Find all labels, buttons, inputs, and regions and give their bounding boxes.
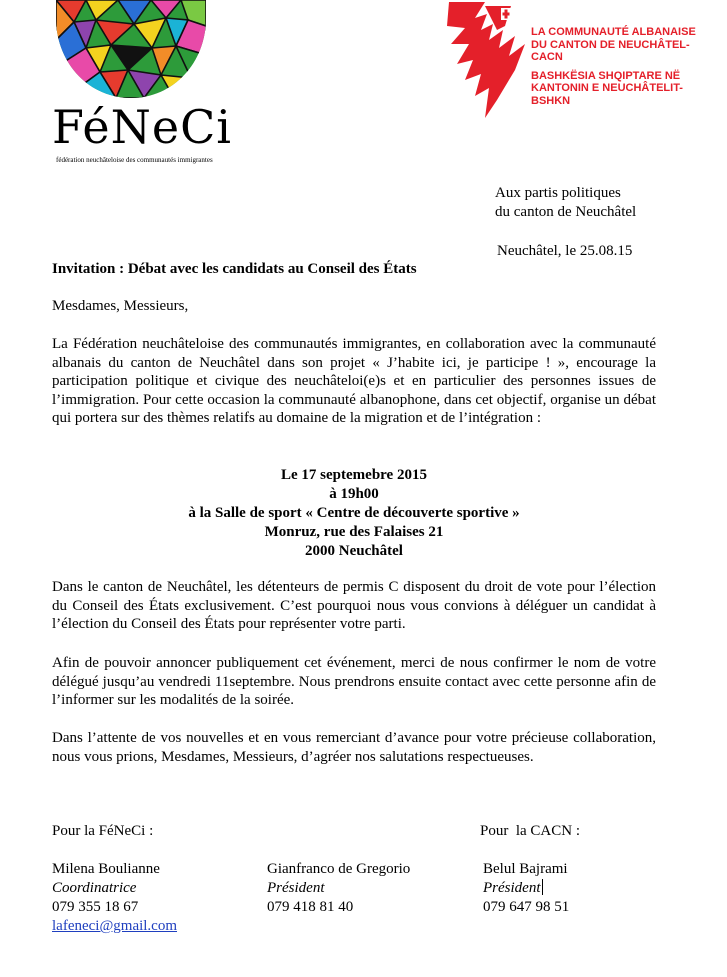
cacn-line-2: DU CANTON DE NEUCHÂTEL- CACN <box>531 38 690 63</box>
signatory-role-text: Président <box>483 880 541 896</box>
email-link[interactable]: lafeneci@gmail.com <box>52 918 178 934</box>
event-date: Le 17 septemebre 2015 <box>281 467 427 483</box>
paragraph-confirmation: Afin de pouvoir annoncer publiquement cet événement, merci de nous confirmer le nom de votre délégué jusqu’au vendredi 11septembre. Nous prendrons ensuite contact avec cette personne afin de l’informer sur les modalités de la soirée. <box>52 655 656 709</box>
paragraph-intro: La Fédération neuchâteloise des communautés immigrantes, en collaboration avec la communauté albanais du canton de Neuchâtel dans son projet « J’habite ici, je participe ! », encourage la participation politique et civique des neuchâteloi(e)s et en particulier des personnes issues de l’immigration. Pour cette occasion la communauté albanophone, dans cet objectif, organise un débat qui portera sur des thèmes relatifs au domaine de la migration et de l’intégration : <box>52 336 656 427</box>
cacn-line-4: KANTONIN E NEUCHÂTELIT- BSHKN <box>531 82 683 107</box>
event-venue: à la Salle de sport « Centre de découverte sportive » <box>188 505 520 521</box>
signatory-name: Gianfranco de Gregorio <box>267 861 411 877</box>
paragraph-closing: Dans l’attente de vos nouvelles et en vous remerciant d’avance pour votre précieuse collaboration, nous vous prions, Mesdames, Messieurs, d’agréer nos salutations respectueuses. <box>52 730 656 765</box>
subject-line: Invitation : Débat avec les candidats au Conseil des États <box>52 261 417 277</box>
salutation: Mesdames, Messieurs, <box>52 298 189 314</box>
signatory-phone: 079 418 81 40 <box>267 899 354 915</box>
feneci-signature-heading: Pour la FéNeCi : <box>52 823 154 839</box>
signatory-role: Président <box>267 880 325 896</box>
recipient-line-1: Aux partis politiques <box>495 185 621 201</box>
recipient-address <box>495 184 636 222</box>
text-cursor <box>542 879 543 895</box>
signatory-phone: 079 355 18 67 <box>52 899 139 915</box>
signatory-role: Coordinatrice <box>52 880 137 896</box>
cacn-logo <box>445 0 715 110</box>
signature-block-bajrami <box>483 860 569 917</box>
date-line: Neuchâtel, le 25.08.15 <box>497 243 633 259</box>
signature-block-de-gregorio <box>267 860 410 917</box>
signatory-name: Milena Boulianne <box>52 861 160 877</box>
signatory-role <box>483 879 569 898</box>
signatory-phone: 079 647 98 51 <box>483 899 570 915</box>
signature-block-boulianne <box>52 860 177 936</box>
albanian-eagle-icon <box>445 0 527 118</box>
cacn-logo-text <box>531 26 721 107</box>
feneci-logo <box>52 0 233 170</box>
feneci-logo-title: FéNeCi <box>52 100 233 154</box>
event-city: 2000 Neuchâtel <box>305 543 403 559</box>
event-address: Monruz, rue des Falaises 21 <box>264 524 444 540</box>
feneci-logo-subtitle: fédération neuchâteloise des communautés immigrantes <box>56 156 213 164</box>
cacn-line-1: LA COMMUNAUTÉ ALBANAISE <box>531 26 696 38</box>
signatory-name: Belul Bajrami <box>483 861 568 877</box>
feneci-mosaic-icon <box>56 0 206 98</box>
event-time: à 19h00 <box>329 486 379 502</box>
paragraph-voting-rights: Dans le canton de Neuchâtel, les détenteurs de permis C disposent du droit de vote pour l’élection du Conseil des États exclusivement. C’est pourquoi nous vous convions à déléguer un candidat à l’élection du Conseil des États pour représenter votre parti. <box>52 579 656 633</box>
cacn-signature-heading: Pour la CACN : <box>480 823 581 839</box>
recipient-line-2: du canton de Neuchâtel <box>495 204 637 220</box>
cacn-line-3: BASHKËSIA SHQIPTARE NË <box>531 69 681 82</box>
